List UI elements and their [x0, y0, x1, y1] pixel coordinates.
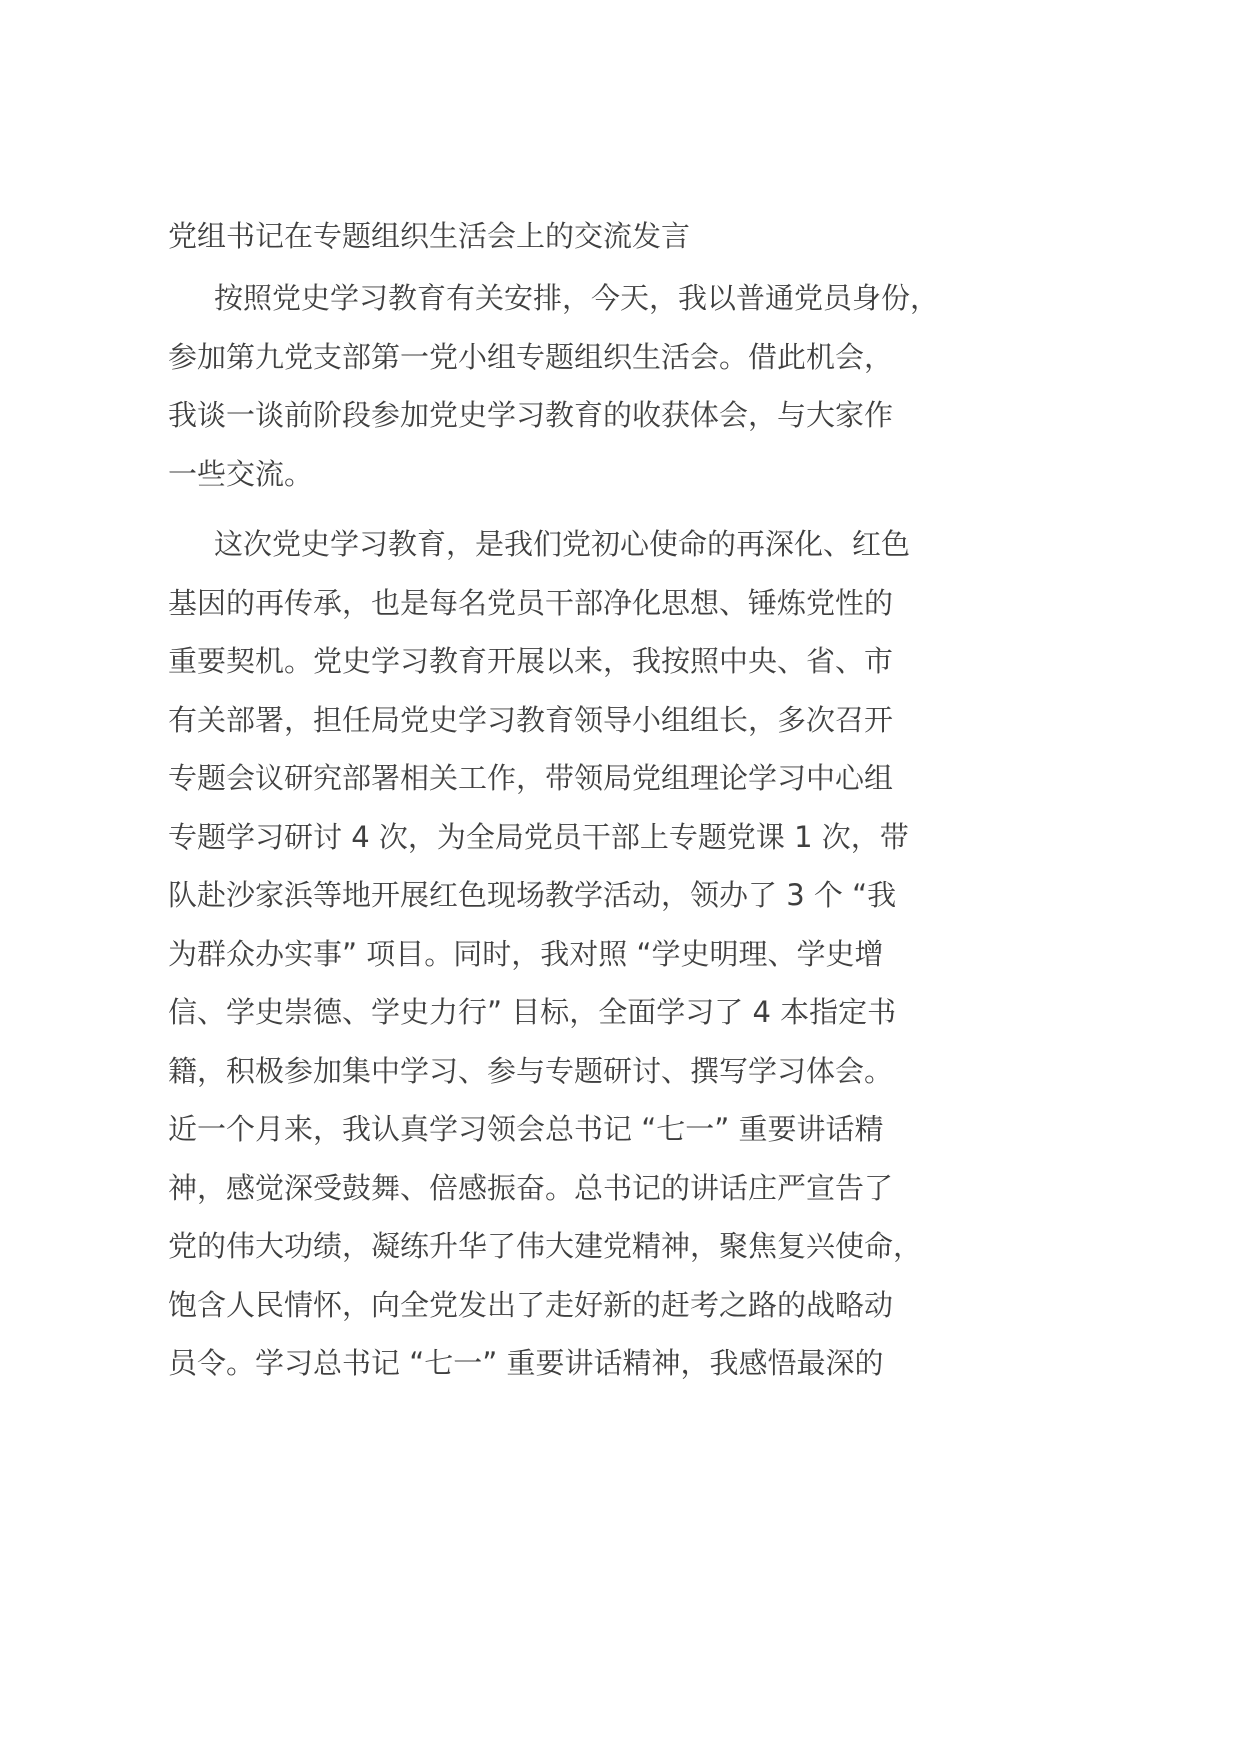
document-title: 党组书记在专题组织生活会上的交流发言: [168, 219, 691, 253]
paragraph-line: 专题会议研究部署相关工作，带领局党组理论学习中心组: [168, 761, 894, 795]
paragraph-line: 员令。学习总书记 “七一” 重要讲话精神，我感悟最深的: [168, 1346, 884, 1380]
paragraph-line: 籍，积极参加集中学习、参与专题研讨、撰写学习体会。: [168, 1053, 894, 1088]
paragraph-line: 按照党史学习教育有关安排，今天，我以普通党员身份，: [214, 281, 940, 315]
paragraph-line: 我谈一谈前阶段参加党史学习教育的收获体会，与大家作: [168, 398, 894, 432]
paragraph-line: 参加第九党支部第一党小组专题组织生活会。借此机会，: [168, 339, 894, 374]
paragraph-line: 基因的再传承，也是每名党员干部净化思想、锤炼党性的: [168, 585, 894, 620]
paragraph-line: 队赴沙家浜等地开展红色现场教学活动，领办了 3 个 “我: [168, 878, 897, 912]
paragraph-line: 党的伟大功绩，凝练升华了伟大建党精神，聚焦复兴使命，: [168, 1229, 923, 1263]
paragraph-line: 为群众办实事” 项目。同时，我对照 “学史明理、学史增: [168, 936, 884, 971]
paragraph-line: 一些交流。: [168, 456, 314, 491]
paragraph-line: 信、学史崇德、学史力行” 目标，全面学习了 4 本指定书: [168, 995, 897, 1029]
paragraph-line: 有关部署，担任局党史学习教育领导小组组长，多次召开: [168, 702, 894, 737]
paragraph-line: 重要契机。党史学习教育开展以来，我按照中央、省、市: [168, 644, 894, 678]
paragraph-line: 饱含人民情怀，向全党发出了走好新的赶考之路的战略动: [168, 1287, 894, 1322]
paragraph-line: 专题学习研讨 4 次，为全局党员干部上专题党课 1 次，带: [168, 819, 909, 854]
paragraph-1: [168, 269, 958, 503]
paragraph-line: 神，感觉深受鼓舞、倍感振奋。总书记的讲话庄严宣告了: [168, 1170, 894, 1205]
paragraph-line: 近一个月来，我认真学习领会总书记 “七一” 重要讲话精: [168, 1112, 884, 1146]
paragraph-line: 这次党史学习教育，是我们党初心使命的再深化、红色: [214, 527, 911, 561]
paragraph-2: [168, 515, 958, 1393]
